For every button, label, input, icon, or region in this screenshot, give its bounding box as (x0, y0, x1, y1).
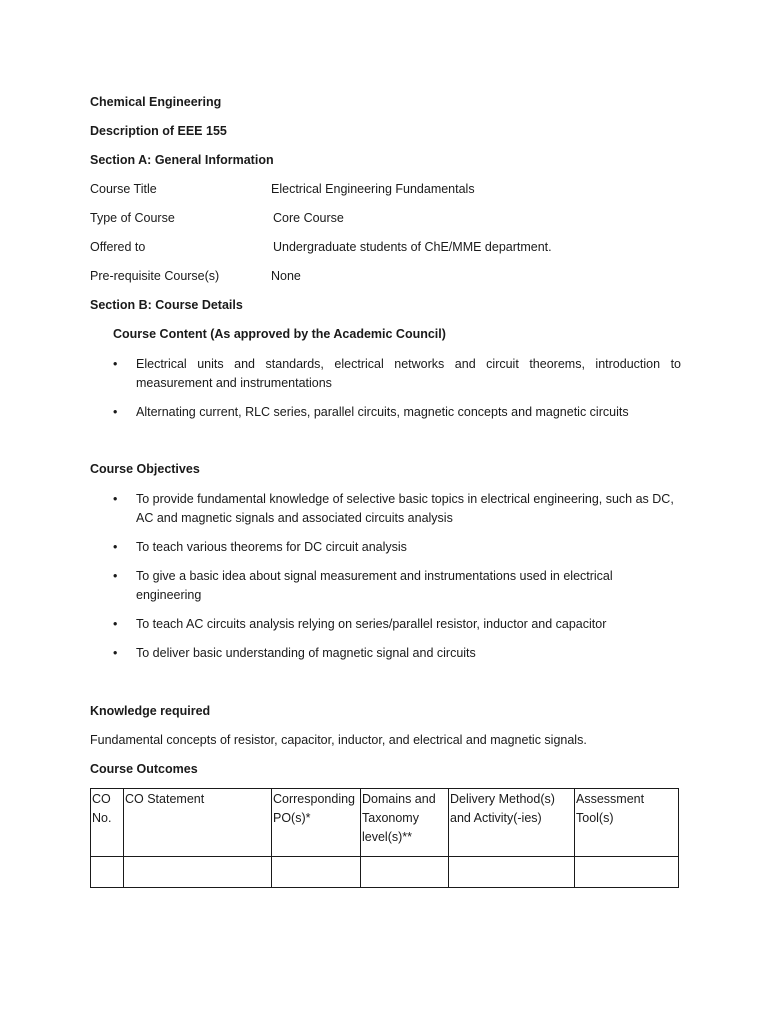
bullet-icon: • (113, 646, 118, 660)
bullet-icon: • (113, 540, 118, 554)
course-title-value: Electrical Engineering Fundamentals (271, 182, 475, 196)
list-item-text: To teach AC circuits analysis relying on series/parallel resistor, inductor and capacitor (136, 617, 607, 631)
table-cell (361, 857, 449, 888)
bullet-icon: • (113, 405, 118, 419)
table-header-row (91, 789, 679, 857)
offered-to-value: Undergraduate students of ChE/MME department. (273, 240, 552, 254)
list-item-text: Electrical units and standards, electrical networks and circuit theorems, introduction to measurement and instrumentations (136, 357, 681, 390)
section-b-heading: Section B: Course Details (90, 298, 243, 312)
course-type-label: Type of Course (90, 211, 175, 225)
bullet-icon: • (113, 492, 118, 506)
column-header-delivery: Delivery Method(s) and Activity(-ies) (449, 789, 575, 857)
knowledge-required-text: Fundamental concepts of resistor, capacitor, inductor, and electrical and magnetic signals. (90, 733, 587, 747)
department-heading: Chemical Engineering (90, 95, 222, 109)
course-type-value: Core Course (273, 211, 344, 225)
table-row (91, 857, 679, 888)
bullet-icon: • (113, 357, 118, 371)
course-outcomes-heading: Course Outcomes (90, 762, 198, 776)
course-objectives-list (113, 490, 683, 670)
prerequisite-label: Pre-requisite Course(s) (90, 269, 220, 283)
offered-to-label: Offered to (90, 240, 146, 254)
bullet-icon: • (113, 617, 118, 631)
course-content-list (113, 355, 683, 425)
table-cell (575, 857, 679, 888)
column-header-po: Corresponding PO(s)* (272, 789, 361, 857)
table-cell (124, 857, 272, 888)
table-cell (272, 857, 361, 888)
course-description-heading: Description of EEE 155 (90, 124, 227, 138)
knowledge-required-heading: Knowledge required (90, 704, 211, 718)
column-header-assessment: Assessment Tool(s) (575, 789, 679, 857)
table-cell (449, 857, 575, 888)
column-header-domains: Domains and Taxonomy level(s)** (361, 789, 449, 857)
column-header-co-statement: CO Statement (124, 789, 272, 857)
course-objectives-heading: Course Objectives (90, 462, 200, 476)
column-header-co-no: CO No. (91, 789, 124, 857)
list-item-text: To provide fundamental knowledge of selective basic topics in electrical engineering, such as DC, AC and magnetic signals and associated circuits analysis (136, 492, 674, 525)
list-item-text: To deliver basic understanding of magnetic signal and circuits (136, 646, 476, 660)
prerequisite-value: None (271, 269, 301, 283)
bullet-icon: • (113, 569, 118, 583)
table-cell (91, 857, 124, 888)
course-title-label: Course Title (90, 182, 157, 196)
course-outcomes-table (90, 788, 679, 888)
course-content-heading: Course Content (As approved by the Academic Council) (113, 327, 446, 341)
list-item-text: Alternating current, RLC series, parallel circuits, magnetic concepts and magnetic circuits (136, 405, 629, 419)
list-item-text: To teach various theorems for DC circuit analysis (136, 540, 407, 554)
section-a-heading: Section A: General Information (90, 153, 274, 167)
list-item-text: To give a basic idea about signal measurement and instrumentations used in electrical engineering (136, 569, 613, 602)
